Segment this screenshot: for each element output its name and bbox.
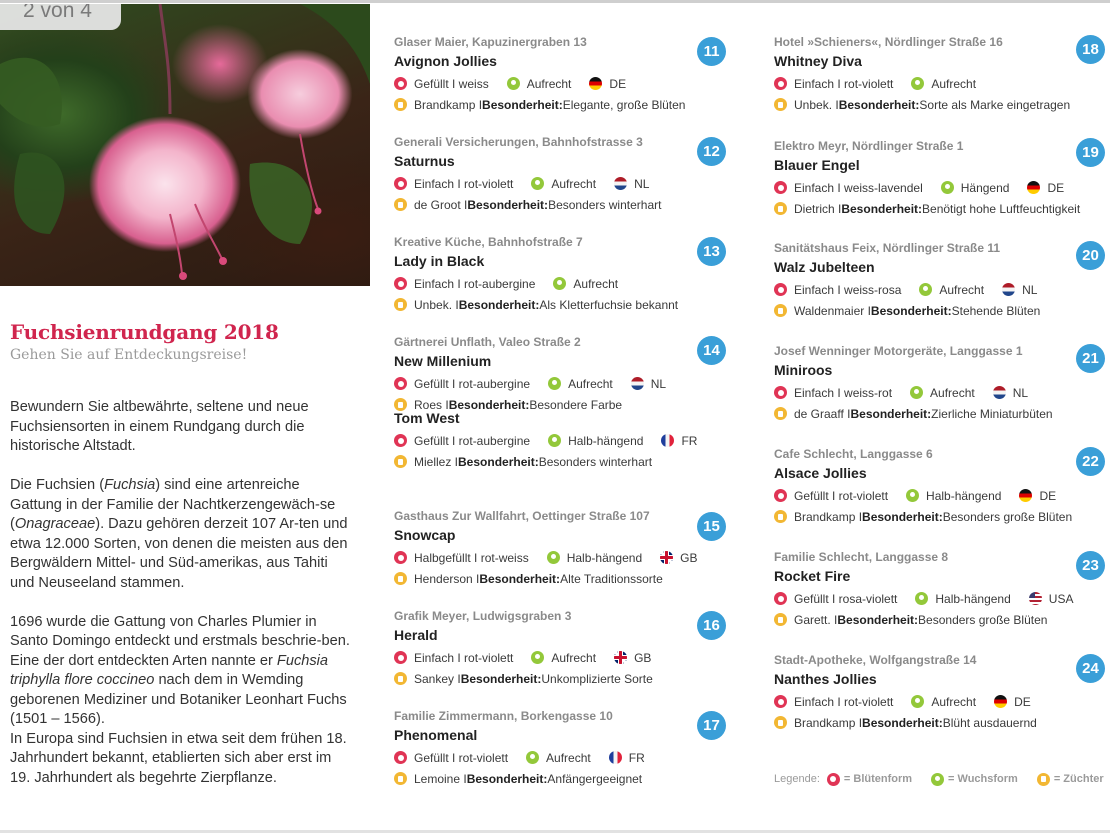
wuchsform-value: Aufrecht [568, 376, 613, 391]
variety-details [774, 712, 1104, 733]
flag-de-icon [589, 77, 602, 90]
station-entry [774, 549, 1104, 630]
fuchsia-variety-name: Lady in Black [394, 253, 485, 269]
flag-gb-icon [614, 651, 627, 664]
top-divider [0, 0, 1110, 3]
fuchsia-variety-name: Blauer Engel [774, 157, 860, 173]
station-entry [394, 408, 724, 472]
wuchsform-value: Aufrecht [930, 385, 975, 400]
station-number-badge: 23 [1076, 551, 1105, 580]
wuchsform-value: Aufrecht [939, 282, 985, 297]
fuchsia-variety-name: Snowcap [394, 527, 456, 543]
variety-attributes [394, 273, 724, 294]
variety-details [774, 403, 1104, 424]
station-number-badge: 11 [697, 37, 726, 66]
station-address: Cafe Schlecht, Langgasse 6 [774, 447, 933, 461]
wuchsform-icon [911, 695, 924, 708]
variety-attributes [774, 691, 1104, 712]
fuchsia-variety-name: Herald [394, 627, 438, 643]
bluetenform-value: Einfach I rot-aubergine [414, 276, 536, 291]
country-code: DE [609, 76, 627, 91]
country-code: GB [680, 550, 698, 565]
wuchsform-value: Aufrecht [931, 76, 977, 91]
bluetenform-icon [394, 77, 407, 90]
bluetenform-icon [774, 77, 787, 90]
besonderheit-label: Besonderheit: [850, 406, 932, 421]
zuechter-icon [1037, 773, 1050, 786]
zuechter-icon [394, 198, 407, 211]
zuechter-icon [394, 572, 407, 585]
besonderheit-label: Besonderheit: [466, 771, 548, 786]
legend-bluetenform: = Blütenform [843, 773, 913, 785]
besonderheit-value: Sorte als Marke eingetragen [919, 97, 1071, 112]
legend-zuechter: = Züchter [1053, 773, 1104, 785]
zuechter-value: de Graaff I [794, 406, 851, 421]
variety-attributes [774, 73, 1104, 94]
besonderheit-value: Zierliche Miniaturbüten [931, 406, 1053, 421]
variety-details [394, 294, 724, 315]
variety-details [774, 198, 1104, 219]
bluetenform-value: Einfach I rot-violett [414, 176, 514, 191]
besonderheit-label: Besonderheit: [448, 397, 530, 412]
besonderheit-label: Besonderheit: [862, 715, 943, 730]
country-code: NL [650, 376, 667, 391]
variety-details [394, 668, 724, 689]
bluetenform-value: Gefüllt I rot-aubergine [414, 433, 531, 448]
station-entry [774, 446, 1104, 527]
fuchsia-variety-name: Avignon Jollies [394, 53, 497, 69]
fuchsia-illustration [0, 4, 370, 286]
wuchsform-value: Halb-hängend [566, 550, 643, 565]
bluetenform-icon [774, 386, 787, 399]
country-code: USA [1048, 591, 1074, 606]
station-entry [774, 652, 1104, 733]
besonderheit-label: Besonderheit: [837, 612, 919, 627]
station-number-badge: 14 [697, 336, 726, 365]
variety-attributes [774, 177, 1104, 198]
station-address: Gärtnerei Unflath, Valeo Straße 2 [394, 335, 581, 349]
zuechter-icon [394, 455, 407, 468]
wuchsform-icon [911, 77, 924, 90]
page-subtitle: Gehen Sie auf Entdeckungsreise! [10, 347, 248, 363]
bluetenform-value: Einfach I rot-violett [794, 694, 894, 709]
station-entry [394, 708, 724, 789]
besonderheit-label: Besonderheit: [870, 303, 952, 318]
bluetenform-icon [394, 177, 407, 190]
legend [774, 770, 1104, 788]
wuchsform-value: Halb-hängend [926, 488, 1002, 503]
zuechter-value: Brandkamp I [794, 509, 863, 524]
variety-attributes [394, 373, 724, 394]
besonderheit-label: Besonderheit: [467, 197, 549, 212]
wuchsform-value: Aufrecht [551, 176, 597, 191]
country-code: DE [1047, 180, 1065, 195]
flag-nl-icon [993, 386, 1006, 399]
besonderheit-value: Blüht ausdauernd [942, 715, 1037, 730]
variety-details [394, 94, 724, 115]
zuechter-icon [774, 716, 787, 729]
station-address: Elektro Meyr, Nördlinger Straße 1 [774, 139, 964, 153]
wuchsform-value: Halb-hängend [568, 433, 644, 448]
besonderheit-value: Benötigt hohe Luftfeuchtigkeit [922, 201, 1081, 216]
zuechter-value: Unbek. I [794, 97, 839, 112]
zuechter-icon [774, 613, 787, 626]
zuechter-icon [394, 298, 407, 311]
variety-details [394, 768, 724, 789]
fuchsia-variety-name: Rocket Fire [774, 568, 851, 584]
besonderheit-value: Stehende Blüten [951, 303, 1041, 318]
station-address: Gasthaus Zur Wallfahrt, Oettinger Straße 107 [394, 509, 650, 523]
station-address: Grafik Meyer, Ludwigsgraben 3 [394, 609, 572, 623]
bluetenform-value: Einfach I weiss-rosa [794, 282, 902, 297]
wuchsform-icon [547, 551, 560, 564]
wuchsform-value: Halb-hängend [935, 591, 1011, 606]
bluetenform-icon [394, 551, 407, 564]
station-number-badge: 24 [1076, 654, 1105, 683]
station-number-badge: 20 [1076, 241, 1105, 270]
fuchsia-variety-name: Miniroos [774, 362, 833, 378]
bluetenform-icon [394, 434, 407, 447]
station-address: Kreative Küche, Bahnhofstraße 7 [394, 235, 583, 249]
bluetenform-icon [394, 377, 407, 390]
zuechter-value: Brandkamp I [414, 97, 483, 112]
besonderheit-label: Besonderheit: [841, 201, 923, 216]
besonderheit-label: Besonderheit: [479, 571, 561, 586]
variety-attributes [774, 382, 1104, 403]
station-number-badge: 13 [697, 237, 726, 266]
station-number-badge: 15 [697, 512, 726, 541]
station-number-badge: 22 [1076, 447, 1105, 476]
wuchsform-value: Aufrecht [546, 750, 591, 765]
bluetenform-value: Einfach I rot-violett [794, 76, 894, 91]
wuchsform-icon [548, 434, 561, 447]
variety-attributes [394, 430, 724, 451]
legend-label: Legende: [774, 773, 820, 785]
besonderheit-value: Alte Traditionssorte [560, 571, 663, 586]
besonderheit-value: Anfängergeeignet [547, 771, 643, 786]
variety-attributes [774, 485, 1104, 506]
zuechter-value: Sankey I [414, 671, 461, 686]
bluetenform-icon [774, 489, 787, 502]
station-number-badge: 12 [697, 137, 726, 166]
wuchsform-icon [941, 181, 954, 194]
zuechter-icon [774, 407, 787, 420]
zuechter-icon [774, 98, 787, 111]
zuechter-icon [394, 672, 407, 685]
station-entry [774, 34, 1104, 115]
country-code: DE [1014, 694, 1031, 709]
fuchsia-variety-name: Whitney Diva [774, 53, 862, 69]
station-entry [394, 334, 724, 415]
wuchsform-icon [526, 751, 539, 764]
bluetenform-value: Gefüllt I rot-violett [414, 750, 509, 765]
wuchsform-icon [553, 277, 566, 290]
station-entry [774, 343, 1104, 424]
besonderheit-value: Besonders große Blüten [942, 509, 1073, 524]
bluetenform-value: Gefüllt I rot-violett [794, 488, 889, 503]
variety-attributes [394, 647, 724, 668]
country-code: FR [628, 750, 645, 765]
country-code: NL [1022, 282, 1038, 297]
wuchsform-icon [915, 592, 928, 605]
bluetenform-value: Einfach I weiss-lavendel [794, 180, 923, 195]
bluetenform-icon [394, 651, 407, 664]
bluetenform-value: Gefüllt I rosa-violett [794, 591, 898, 606]
station-address: Stadt-Apotheke, Wolfgangstraße 14 [774, 653, 977, 667]
besonderheit-value: Besonders große Blüten [918, 612, 1048, 627]
country-code: FR [681, 433, 698, 448]
fuchsia-variety-name: New Millenium [394, 353, 492, 369]
besonderheit-value: Elegante, große Blüten [562, 97, 686, 112]
wuchsform-value: Aufrecht [526, 76, 572, 91]
station-address: Josef Wenninger Motorgeräte, Langgasse 1 [774, 344, 1023, 358]
flag-fr-icon [661, 434, 674, 447]
bluetenform-icon [827, 773, 840, 786]
variety-attributes [394, 173, 724, 194]
bluetenform-value: Einfach I rot-violett [414, 650, 514, 665]
bluetenform-icon [774, 181, 787, 194]
intro-paragraph-4: In Europa sind Fuchsien in etwa seit dem frühen 18. Jahrhundert bekannt, etablierten sich aber erst im 19. Jahrhundert als begehrte Zierpflanze. [10, 730, 347, 786]
flag-nl-icon [614, 177, 627, 190]
fuchsia-variety-name: Walz Jubelteen [774, 259, 875, 275]
flag-de-icon [994, 695, 1007, 708]
bluetenform-value: Halbgefüllt I rot-weiss [414, 550, 529, 565]
besonderheit-label: Besonderheit: [460, 671, 542, 686]
flag-de-icon [1019, 489, 1032, 502]
besonderheit-value: Besonders winterhart [548, 197, 662, 212]
station-entry [774, 240, 1104, 321]
country-code: NL [634, 176, 650, 191]
bluetenform-value: Gefüllt I weiss [414, 76, 489, 91]
wuchsform-icon [906, 489, 919, 502]
bluetenform-icon [774, 695, 787, 708]
station-address: Hotel »Schieners«, Nördlinger Straße 16 [774, 35, 1003, 49]
station-address: Familie Schlecht, Langgasse 8 [774, 550, 949, 564]
flag-nl-icon [631, 377, 644, 390]
zuechter-value: Brandkamp I [794, 715, 863, 730]
station-number-badge: 16 [697, 611, 726, 640]
besonderheit-label: Besonderheit: [862, 509, 943, 524]
flag-us-icon [1029, 592, 1042, 605]
station-address: Sanitätshaus Feix, Nördlinger Straße 11 [774, 241, 1001, 255]
zuechter-value: Miellez I [414, 454, 459, 469]
besonderheit-value: Unkomplizierte Sorte [541, 671, 653, 686]
station-entry [774, 138, 1104, 219]
besonderheit-label: Besonderheit: [838, 97, 920, 112]
bluetenform-value: Einfach I weiss-rot [794, 385, 893, 400]
page-title: Fuchsienrundgang 2018 [10, 320, 279, 344]
besonderheit-label: Besonderheit: [458, 297, 540, 312]
intro-paragraph-1: Bewundern Sie altbewährte, seltene und neue Fuchsiensorten in einem Rundgang durch die historische Altstadt. [10, 399, 309, 454]
fuchsia-variety-name: Nanthes Jollies [774, 671, 877, 687]
wuchsform-icon [919, 283, 932, 296]
page-indicator: 2 von 4 [0, 4, 121, 30]
station-entry [394, 508, 724, 589]
flag-nl-icon [1002, 283, 1015, 296]
station-entry [394, 34, 724, 115]
besonderheit-value: Als Kletterfuchsie bekannt [539, 297, 679, 312]
bluetenform-icon [774, 283, 787, 296]
station-address: Generali Versicherungen, Bahnhofstrasse 3 [394, 135, 643, 149]
wuchsform-icon [910, 386, 923, 399]
wuchsform-value: Hängend [960, 180, 1010, 195]
wuchsform-value: Aufrecht [573, 276, 619, 291]
zuechter-value: Unbek. I [414, 297, 459, 312]
zuechter-value: Lemoine I [414, 771, 467, 786]
variety-details [394, 568, 724, 589]
zuechter-value: Waldenmaier I [794, 303, 871, 318]
fuchsia-variety-name: Alsace Jollies [774, 465, 867, 481]
wuchsform-icon [548, 377, 561, 390]
wuchsform-icon [931, 773, 944, 786]
bluetenform-icon [394, 277, 407, 290]
wuchsform-icon [507, 77, 520, 90]
variety-details [774, 300, 1104, 321]
station-address: Glaser Maier, Kapuzinergraben 13 [394, 35, 587, 49]
zuechter-icon [394, 98, 407, 111]
station-entry [394, 234, 724, 315]
legend-wuchsform: = Wuchsform [948, 773, 1018, 785]
zuechter-icon [774, 510, 787, 523]
variety-details [394, 194, 724, 215]
station-address: Familie Zimmermann, Borkengasse 10 [394, 709, 613, 723]
variety-attributes [774, 279, 1104, 300]
country-code: NL [1012, 385, 1029, 400]
station-entry [394, 608, 724, 689]
variety-details [774, 506, 1104, 527]
country-code: DE [1039, 488, 1057, 503]
bluetenform-value: Gefüllt I rot-aubergine [414, 376, 531, 391]
variety-details [394, 451, 724, 472]
wuchsform-value: Aufrecht [551, 650, 597, 665]
station-number-badge: 19 [1076, 138, 1105, 167]
wuchsform-icon [531, 177, 544, 190]
intro-text [10, 398, 350, 788]
bluetenform-icon [394, 751, 407, 764]
wuchsform-value: Aufrecht [931, 694, 977, 709]
variety-attributes [774, 588, 1104, 609]
variety-attributes [394, 73, 724, 94]
flag-gb-icon [660, 551, 673, 564]
besonderheit-value: Besondere Farbe [529, 397, 623, 412]
zuechter-icon [394, 772, 407, 785]
intro-paragraph-3: 1696 wurde die Gattung von Charles Plumier in Santo Domingo entdeckt und erstmals beschrie-ben. Eine der dort entdeckten Arten nannte er Fuchsia triphylla flore coccineo nach dem in Wemding geborenen Mediziner und Botaniker Leonhart Fuchs (1501 – 1566). [10, 613, 350, 727]
zuechter-value: de Groot I [414, 197, 468, 212]
station-entry [394, 134, 724, 215]
station-number-badge: 17 [697, 711, 726, 740]
variety-details [774, 94, 1104, 115]
zuechter-value: Dietrich I [794, 201, 842, 216]
intro-paragraph-2: Die Fuchsien (Fuchsia) sind eine artenreiche Gattung in der Familie der Nachtkerzengewäch-se (Onagraceae). Dazu gehören derzeit 107 Ar-ten und etwa 12.000 Sorten, von denen die meisten aus den Bergwäldern Mittel- und Süd-amerikas, aus Tahiti und Neuseeland stammen. [10, 477, 348, 591]
besonderheit-label: Besonderheit: [482, 97, 563, 112]
variety-attributes [394, 547, 724, 568]
country-code: GB [634, 650, 652, 665]
zuechter-icon [774, 304, 787, 317]
flag-fr-icon [609, 751, 622, 764]
wuchsform-icon [531, 651, 544, 664]
zuechter-value: Roes I [414, 397, 449, 412]
besonderheit-value: Besonders winterhart [538, 454, 653, 469]
zuechter-value: Garett. I [794, 612, 838, 627]
station-number-badge: 18 [1076, 35, 1105, 64]
zuechter-value: Henderson I [414, 571, 480, 586]
flag-de-icon [1027, 181, 1040, 194]
fuchsia-photo [0, 4, 370, 286]
station-number-badge: 21 [1076, 344, 1105, 373]
fuchsia-variety-name: Saturnus [394, 153, 455, 169]
bluetenform-icon [774, 592, 787, 605]
fuchsia-variety-name: Tom West [394, 410, 460, 426]
fuchsia-variety-name: Phenomenal [394, 727, 478, 743]
variety-details [774, 609, 1104, 630]
besonderheit-label: Besonderheit: [458, 454, 539, 469]
zuechter-icon [774, 202, 787, 215]
variety-attributes [394, 747, 724, 768]
